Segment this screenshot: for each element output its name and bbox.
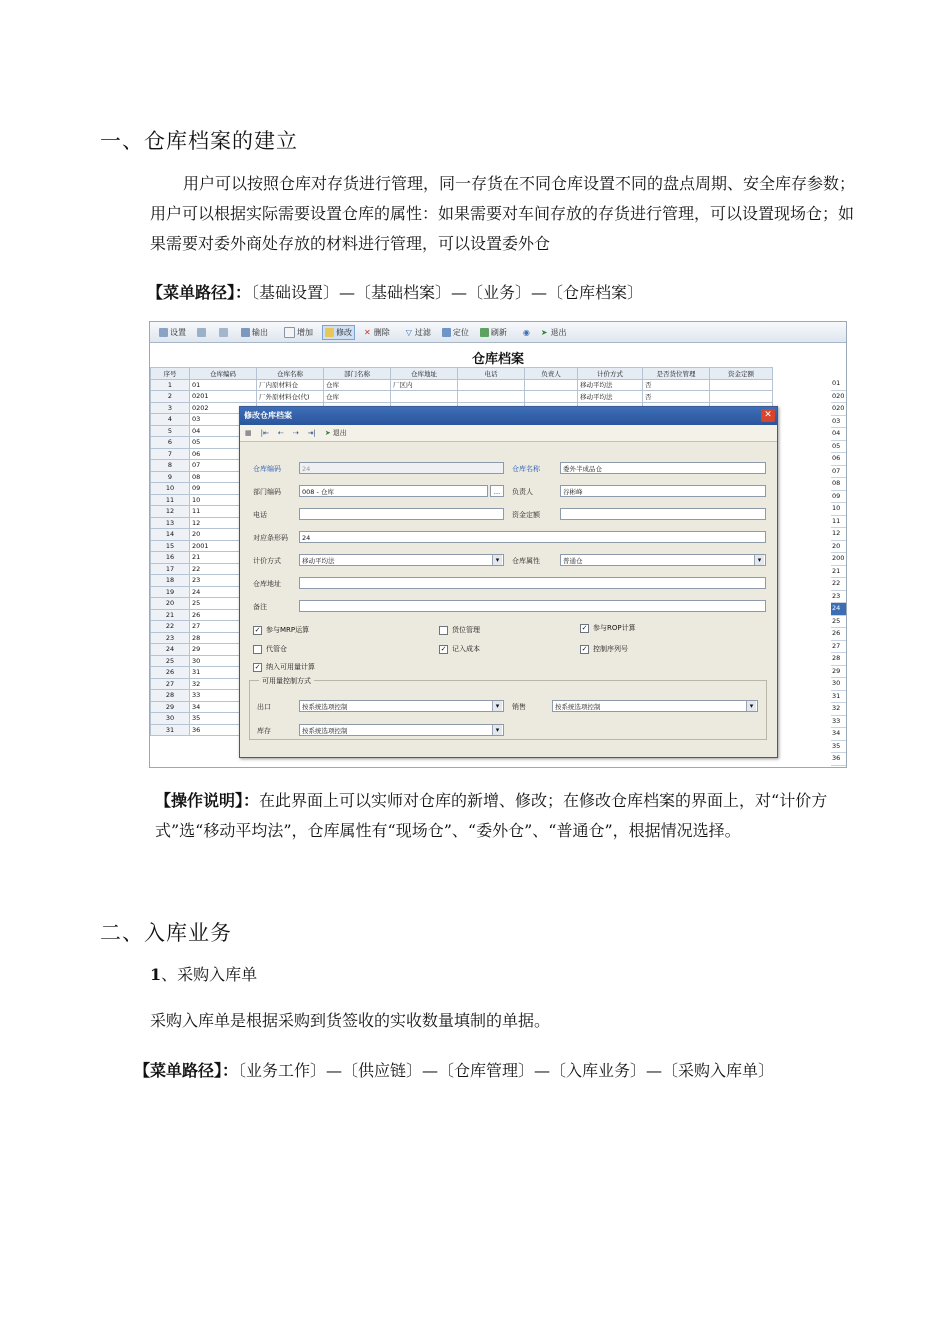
refresh-icon [480, 328, 489, 337]
toolbar-add-button[interactable]: 增加 [282, 326, 315, 339]
table-cell[interactable]: 29 [190, 644, 257, 656]
add-icon [284, 327, 295, 338]
row-number-cell[interactable]: 11 [151, 494, 190, 506]
row-number-cell[interactable]: 7 [151, 448, 190, 460]
row-number-cell[interactable]: 23 [151, 632, 190, 644]
exit-icon: ➤ [324, 429, 331, 437]
section2-heading: 二、入库业务 [100, 921, 232, 945]
overflow-cell[interactable]: 31 [831, 691, 846, 704]
table-cell[interactable]: 32 [190, 678, 257, 690]
grid-overflow-column [831, 378, 846, 766]
attr-select[interactable]: 普通仓 ▾ [560, 554, 766, 566]
prev-record-icon[interactable]: ⇠ [277, 429, 284, 437]
consign-checkbox[interactable]: 代管仓 [253, 644, 287, 654]
dialog-title: 修改仓库档案 [244, 411, 292, 420]
overflow-cell[interactable]: 26 [831, 628, 846, 641]
op-label: 【操作说明】： [155, 791, 260, 810]
table-cell[interactable]: 21 [190, 552, 257, 564]
overflow-cell[interactable]: 07 [831, 466, 846, 479]
stock-select[interactable]: 按系统选项控制 ▾ [299, 724, 504, 736]
row-number-cell[interactable]: 9 [151, 471, 190, 483]
dept-lookup-button[interactable]: … [490, 485, 504, 497]
overflow-cell[interactable]: 05 [831, 441, 846, 454]
overflow-cell[interactable]: 04 [831, 428, 846, 441]
exit-icon: ➤ [540, 327, 548, 337]
locate-icon [442, 328, 451, 337]
table-cell[interactable]: 2001 [190, 540, 257, 552]
row-number-cell[interactable]: 18 [151, 575, 190, 587]
toolbar-print-button[interactable] [195, 327, 210, 338]
toolbar-help-button[interactable] [521, 327, 532, 338]
dialog-exit-button[interactable]: ➤ 退出 [324, 429, 347, 437]
row-number-cell[interactable]: 26 [151, 667, 190, 679]
name-label: 仓库名称 [512, 465, 540, 473]
grid-title: 仓库档案 [471, 352, 524, 367]
table-cell[interactable]: 05 [190, 437, 257, 449]
row-number-cell[interactable]: 17 [151, 563, 190, 575]
op-text: 在此界面上可以实师对仓库的新增、修改；在修改仓库档案的界面上，对“计价方式”选“移动平均法”，仓库属性有“现场仓”、“委外仓”、“普通仓”，根据情况选择。 [155, 791, 828, 840]
table-cell[interactable]: 27 [190, 621, 257, 633]
section1-paragraph: 用户可以按照仓库对存货进行管理，同一存货在不同仓库设置不同的盘点周期、安全库存参数；用户可以根据实际需要设置仓库的属性：如果需要对车间存放的存货进行管理，可以设置现场仓；如果需要对委外商处存放的材料进行管理，可以设置委外仓 [150, 174, 856, 253]
col-header[interactable]: 计价方式 [578, 368, 643, 380]
dialog-close-button[interactable]: ✕ [761, 409, 775, 422]
table-cell[interactable]: 仓库 [324, 379, 391, 391]
overflow-cell[interactable]: 30 [831, 678, 846, 691]
col-header[interactable]: 部门名称 [324, 368, 391, 380]
manager-label: 负责人 [512, 488, 533, 496]
group-title: 可用量控制方式 [259, 676, 314, 686]
table-cell[interactable]: 否 [643, 379, 710, 391]
name-field[interactable]: 委外半成品仓 [560, 462, 766, 474]
overflow-cell[interactable]: 25 [831, 616, 846, 629]
section2-paragraph: 采购入库单是根据采购到货签收的实收数量填制的单据。 [150, 1011, 551, 1030]
table-cell[interactable]: 35 [190, 713, 257, 725]
table-cell[interactable]: 22 [190, 563, 257, 575]
menu-path-label: 【菜单路径】： [147, 283, 252, 302]
dialog-toolbar [240, 425, 777, 442]
dialog-titlebar [240, 407, 777, 425]
overflow-cell[interactable]: 21 [831, 566, 846, 579]
row-number-cell[interactable]: 5 [151, 425, 190, 437]
overflow-cell[interactable]: 28 [831, 653, 846, 666]
location-mgmt-checkbox[interactable]: 货位管理 [439, 625, 480, 635]
table-cell[interactable]: 移动平均法 [578, 391, 643, 403]
grid-header-row [151, 368, 773, 380]
section2-menu-path [134, 1058, 774, 1081]
rop-checkbox[interactable]: ✓ 参与ROP计算 [581, 623, 636, 632]
toolbar-refresh-button[interactable]: 刷新 [478, 326, 509, 339]
overflow-cell[interactable]: 27 [831, 641, 846, 654]
toolbar-locate-button[interactable]: 定位 [440, 326, 471, 339]
toolbar-filter-button[interactable]: ▽ 过滤 [405, 327, 431, 337]
preview-icon [219, 328, 228, 337]
col-header[interactable]: 序号 [151, 368, 190, 380]
table-cell[interactable] [525, 391, 578, 403]
address-field[interactable] [299, 577, 766, 589]
section1-operation-note [155, 786, 860, 846]
table-cell[interactable]: 04 [190, 425, 257, 437]
table-cell[interactable]: 08 [190, 471, 257, 483]
col-header[interactable]: 仓库名称 [257, 368, 324, 380]
phone-field[interactable] [299, 508, 504, 520]
table-cell[interactable]: 仓库 [324, 391, 391, 403]
first-record-icon[interactable]: |⇤ [260, 429, 269, 437]
row-number-cell[interactable]: 13 [151, 517, 190, 529]
available-qty-checkbox[interactable]: ✓ 纳入可用量计算 [254, 662, 315, 671]
row-number-cell[interactable]: 31 [151, 724, 190, 736]
overflow-cell[interactable]: 200 [831, 553, 846, 566]
output-icon [241, 328, 250, 337]
row-number-cell[interactable]: 12 [151, 506, 190, 518]
barcode-label: 对应条形码 [253, 534, 288, 542]
overflow-cell[interactable]: 09 [831, 491, 846, 504]
pricing-label: 计价方式 [253, 557, 281, 565]
warehouse-archive-screenshot [149, 321, 847, 768]
overflow-cell[interactable]: 35 [831, 741, 846, 754]
table-cell[interactable]: 0202 [190, 402, 257, 414]
col-header[interactable]: 仓库地址 [391, 368, 458, 380]
overflow-cell[interactable]: 020 [831, 391, 846, 404]
fund-label: 资金定额 [512, 511, 540, 519]
overflow-cell[interactable]: 03 [831, 416, 846, 429]
table-cell[interactable]: 07 [190, 460, 257, 472]
table-cell[interactable]: 0201 [190, 391, 257, 403]
sale-select[interactable]: 按系统选项控制 ▾ [552, 700, 758, 712]
overflow-cell[interactable]: 11 [831, 516, 846, 529]
out-select[interactable]: 按系统选项控制 ▾ [299, 700, 504, 712]
table-cell[interactable] [525, 379, 578, 391]
overflow-cell[interactable]: 33 [831, 716, 846, 729]
note-label: 备注 [253, 603, 267, 611]
overflow-cell[interactable]: 10 [831, 503, 846, 516]
table-cell[interactable] [710, 391, 773, 403]
toolbar-delete-button[interactable]: ✕ 删除 [364, 327, 390, 337]
table-cell[interactable]: 01 [190, 379, 257, 391]
overflow-cell[interactable]: 22 [831, 578, 846, 591]
dept-field[interactable]: 008 - 仓库 [299, 485, 488, 497]
toolbar-output-button[interactable]: 输出 [239, 326, 270, 339]
section1-heading: 一、仓库档案的建立 [100, 129, 298, 153]
fund-field[interactable] [560, 508, 766, 520]
table-row[interactable] [151, 379, 773, 391]
table-cell[interactable]: 20 [190, 529, 257, 541]
barcode-field[interactable]: 24 [299, 531, 766, 543]
attr-label: 仓库属性 [512, 557, 540, 565]
table-cell[interactable] [391, 391, 458, 403]
toolbar [150, 322, 846, 343]
pricing-select[interactable]: 移动平均法 ▾ [299, 554, 504, 566]
row-number-cell[interactable]: 1 [151, 379, 190, 391]
stock-label: 库存 [257, 727, 271, 735]
row-number-cell[interactable]: 27 [151, 678, 190, 690]
row-number-cell[interactable]: 21 [151, 609, 190, 621]
table-cell[interactable] [458, 391, 525, 403]
table-cell[interactable]: 厂内原材料仓 [257, 379, 324, 391]
table-cell[interactable]: 06 [190, 448, 257, 460]
col-header[interactable]: 负责人 [525, 368, 578, 380]
address-label: 仓库地址 [253, 580, 281, 588]
section1-menu-path [147, 280, 643, 303]
sub-number: 1 [150, 965, 162, 984]
row-number-cell[interactable]: 16 [151, 552, 190, 564]
overflow-cell[interactable]: 06 [831, 453, 846, 466]
table-cell[interactable]: 34 [190, 701, 257, 713]
table-cell[interactable]: 03 [190, 414, 257, 426]
menu-path-value: 〔业务工作〕—〔供应链〕—〔仓库管理〕—〔入库业务〕—〔采购入库单〕 [238, 1061, 775, 1080]
edit-icon [325, 328, 334, 337]
overflow-cell[interactable]: 020 [831, 403, 846, 416]
row-number-cell[interactable]: 6 [151, 437, 190, 449]
row-number-cell[interactable]: 15 [151, 540, 190, 552]
menu-path-label: 【菜单路径】： [134, 1061, 239, 1080]
last-record-icon[interactable]: ⇥| [307, 429, 316, 437]
section2-subheading [150, 962, 257, 985]
row-number-cell[interactable]: 8 [151, 460, 190, 472]
sub-title: 、采购入库单 [161, 965, 258, 984]
settings-icon [159, 328, 168, 337]
col-header[interactable]: 是否货位管理 [643, 368, 710, 380]
note-field[interactable] [299, 600, 766, 612]
overflow-cell[interactable]: 12 [831, 528, 846, 541]
table-cell[interactable] [458, 379, 525, 391]
overflow-cell[interactable]: 36 [831, 753, 846, 766]
dept-label: 部门编码 [253, 488, 281, 496]
table-cell[interactable]: 否 [643, 391, 710, 403]
col-header[interactable]: 电话 [458, 368, 525, 380]
row-number-cell[interactable]: 29 [151, 701, 190, 713]
help-icon: ◉ [522, 327, 530, 337]
toolbar-exit-button[interactable]: ➤ 退出 [540, 327, 567, 337]
serial-checkbox[interactable]: ✓ 控制序列号 [581, 644, 628, 653]
manager-field[interactable]: 谷彬峰 [560, 485, 766, 497]
table-row[interactable] [151, 391, 773, 403]
filter-icon: ▽ [405, 327, 412, 337]
overflow-cell[interactable]: 23 [831, 591, 846, 604]
table-cell[interactable]: 25 [190, 598, 257, 610]
row-number-cell[interactable]: 14 [151, 529, 190, 541]
row-number-cell[interactable]: 20 [151, 598, 190, 610]
table-cell[interactable]: 09 [190, 483, 257, 495]
overflow-cell[interactable]: 32 [831, 703, 846, 716]
row-number-cell[interactable]: 4 [151, 414, 190, 426]
table-cell[interactable]: 12 [190, 517, 257, 529]
overflow-cell[interactable]: 24 [831, 603, 846, 616]
table-cell[interactable]: 移动平均法 [578, 379, 643, 391]
edit-warehouse-dialog [239, 406, 778, 758]
row-number-cell[interactable]: 3 [151, 402, 190, 414]
overflow-cell[interactable]: 29 [831, 666, 846, 679]
mrp-checkbox[interactable]: ✓ 参与MRP运算 [254, 625, 310, 634]
table-cell[interactable]: 31 [190, 667, 257, 679]
table-cell[interactable]: 28 [190, 632, 257, 644]
table-cell[interactable]: 厂外原材料仓(代) [257, 391, 324, 403]
toolbar-edit-button[interactable]: 修改 [322, 325, 355, 340]
save-icon[interactable]: ▦ [245, 429, 252, 437]
table-cell[interactable]: 11 [190, 506, 257, 518]
menu-path-value: 〔基础设置〕—〔基础档案〕—〔业务〕—〔仓库档案〕 [251, 283, 644, 302]
row-number-cell[interactable]: 10 [151, 483, 190, 495]
row-number-cell[interactable]: 25 [151, 655, 190, 667]
code-label: 仓库编码 [253, 465, 281, 473]
row-number-cell[interactable]: 19 [151, 586, 190, 598]
table-cell[interactable]: 26 [190, 609, 257, 621]
col-header[interactable]: 仓库编码 [190, 368, 257, 380]
cost-checkbox[interactable]: ✓ 记入成本 [440, 644, 480, 653]
row-number-cell[interactable]: 30 [151, 713, 190, 725]
phone-label: 电话 [253, 511, 267, 519]
print-icon [197, 328, 206, 337]
overflow-cell[interactable]: 20 [831, 541, 846, 554]
row-number-cell[interactable]: 24 [151, 644, 190, 656]
table-cell[interactable]: 厂区内 [391, 379, 458, 391]
overflow-cell[interactable]: 01 [831, 378, 846, 391]
table-cell[interactable] [710, 379, 773, 391]
next-record-icon[interactable]: ⇢ [292, 429, 299, 437]
col-header[interactable]: 资金定额 [710, 368, 773, 380]
overflow-cell[interactable]: 08 [831, 478, 846, 491]
table-cell[interactable]: 33 [190, 690, 257, 702]
table-cell[interactable]: 36 [190, 724, 257, 736]
code-field: 24 [299, 462, 504, 474]
table-cell[interactable]: 23 [190, 575, 257, 587]
toolbar-preview-button[interactable] [217, 327, 232, 338]
delete-icon: ✕ [364, 327, 371, 337]
sale-label: 销售 [512, 703, 526, 711]
toolbar-settings-button[interactable]: 设置 [157, 326, 188, 339]
row-number-cell[interactable]: 2 [151, 391, 190, 403]
table-cell[interactable]: 24 [190, 586, 257, 598]
table-cell[interactable]: 30 [190, 655, 257, 667]
row-number-cell[interactable]: 22 [151, 621, 190, 633]
out-label: 出口 [257, 703, 271, 711]
overflow-cell[interactable]: 34 [831, 728, 846, 741]
table-cell[interactable]: 10 [190, 494, 257, 506]
row-number-cell[interactable]: 28 [151, 690, 190, 702]
